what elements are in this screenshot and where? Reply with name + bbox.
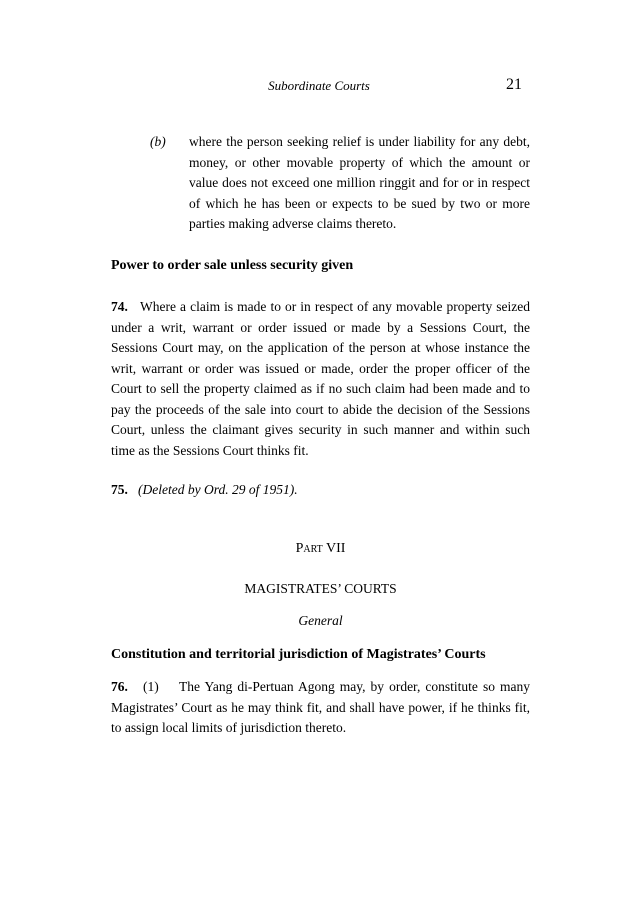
section-text: Where a claim is made to or in respect of any movable property seized under a writ, warrant or order issued or made by a Sessions Court, the Sessions Court may, on the application of the person at whose instance the writ, warrant or order was issued or made, order the proper officer of the Court to sell the property claimed as if no such claim had been made and to pay the proceeds of the sale into court to abide the decision of the Sessions Court, unless the claimant gives security in such manner and within such time as the Sessions Court thinks fit. [111,299,531,458]
subsection-number: (1) [143,679,159,694]
section-number: 74. [111,299,128,314]
section-text: (Deleted by Ord. 29 of 1951). [138,482,298,497]
section-text: The Yang di-Pertuan Agong may, by order, constitute so many Magistrates’ Court as he may think fit, and shall have power, if he thinks fit, to assign local limits of jurisdiction thereto. [111,679,531,735]
part-subtitle: MAGISTRATES’ COURTS [244,581,397,596]
section-number: 75. [111,482,128,497]
paragraph-b [150,132,530,235]
part-title: Part VII [295,541,346,556]
paragraph-text: where the person seeking relief is under liability for any debt, money, or other movable property of which the amount or value does not exceed one million ringgit and for or in respect of which he has been or expects to be sued by two or more parties making adverse claims thereto. [189,134,530,231]
paragraph-label: (b) [150,134,166,149]
section-76-body [111,677,530,739]
running-head: Subordinate Courts [268,78,370,93]
section-number: 76. [111,679,128,694]
page-number: 21 [506,76,522,93]
section-74-heading: Power to order sale unless security given [111,258,354,273]
section-75-body [111,480,530,501]
section-74-body [111,297,530,461]
part-subheading: General [298,613,343,628]
section-76-heading: Constitution and territorial jurisdiction of Magistrates’ Courts [111,647,486,662]
